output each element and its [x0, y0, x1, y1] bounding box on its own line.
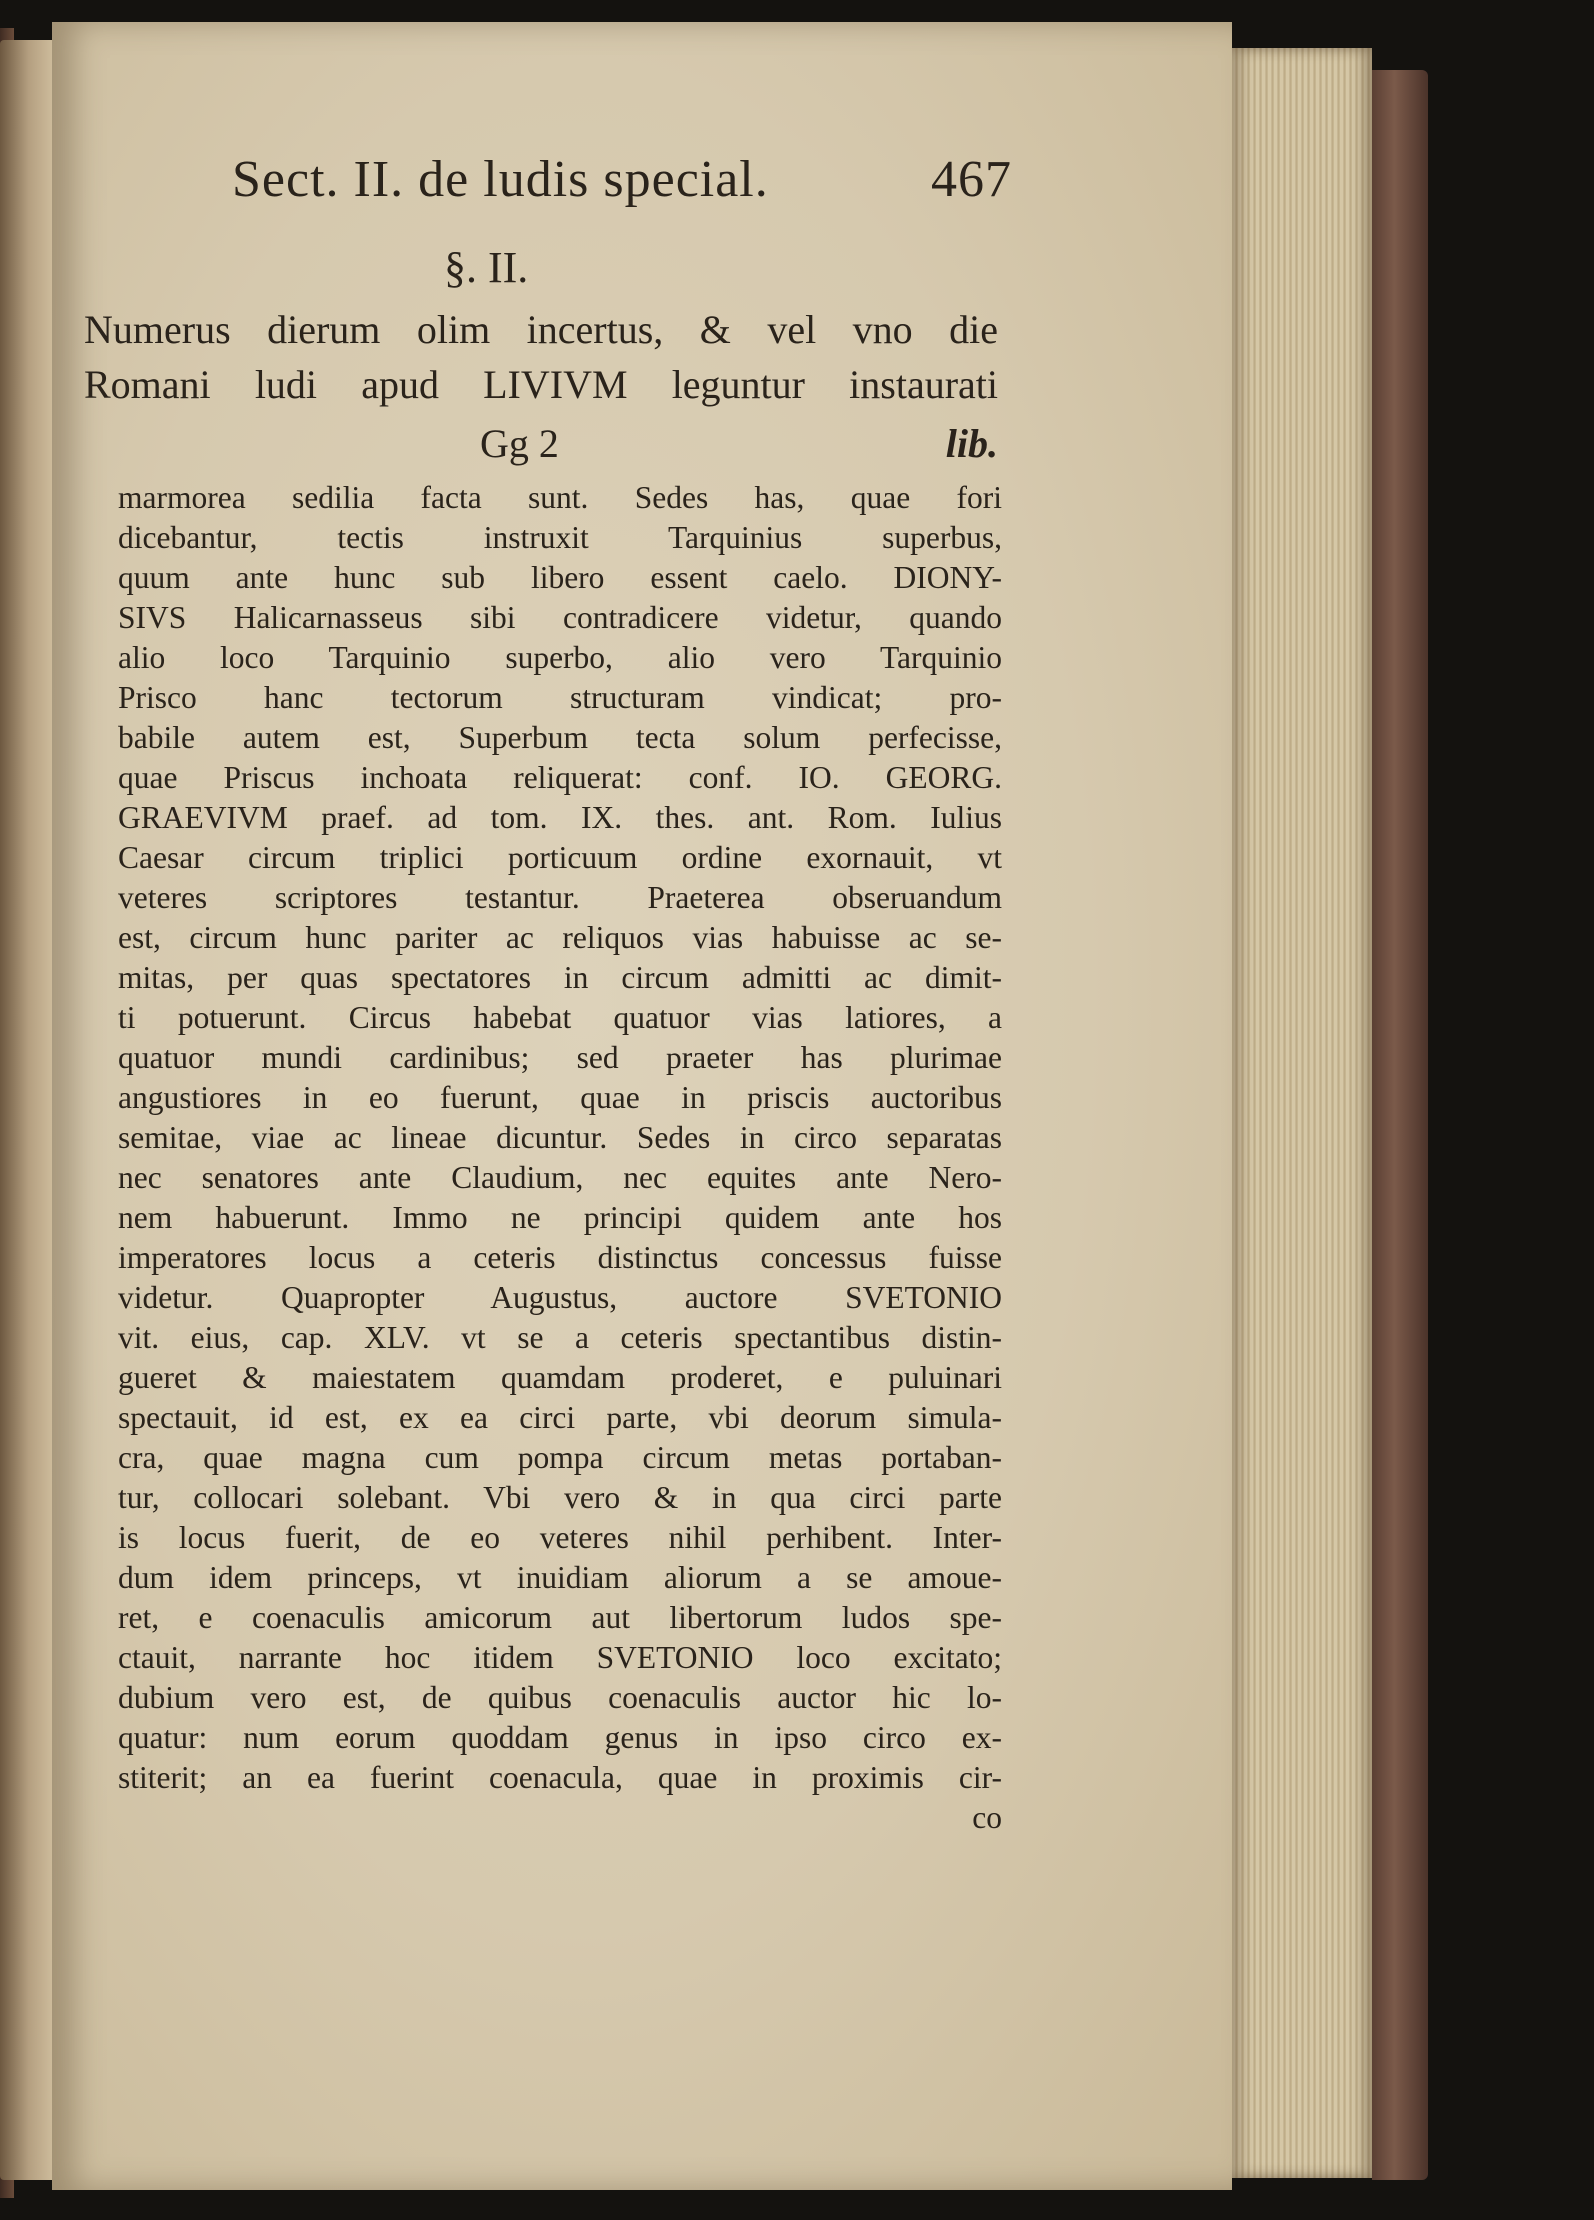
intro-paragraph: [84, 302, 998, 412]
signature-line: [84, 420, 998, 470]
body-line: quum ante hunc sub libero essent caelo. DIONY-: [118, 560, 1002, 595]
body-line: mitas, per quas spectatores in circum admitti ac dimit-: [118, 960, 1002, 995]
body-line: ctauit, narrante hoc itidem SVETONIO loco excitato;: [118, 1640, 1002, 1675]
body-line: nem habuerunt. Immo ne principi quidem ante hos: [118, 1200, 1002, 1235]
body-line: vit. eius, cap. XLV. vt se a ceteris spectantibus distin-: [118, 1320, 1002, 1355]
body-line: is locus fuerit, de eo veteres nihil perhibent. Inter-: [118, 1520, 1002, 1555]
body-line: semitae, viae ac lineae dicuntur. Sedes in circo separatas: [118, 1120, 1002, 1155]
back-cover-edge: [1372, 70, 1428, 2180]
body-line: dubium vero est, de quibus coenaculis auctor hic lo-: [118, 1680, 1002, 1715]
body-line: veteres scriptores testantur. Praeterea obseruandum: [118, 880, 1002, 915]
body-line: alio loco Tarquinio superbo, alio vero Tarquinio: [118, 640, 1002, 675]
page-stack-edge: [1232, 48, 1372, 2178]
facing-page-edge: [0, 40, 52, 2180]
body-line: dum idem princeps, vt inuidiam aliorum a se amoue-: [118, 1560, 1002, 1595]
catchword-top: lib.: [945, 421, 998, 466]
body-line: nec senatores ante Claudium, nec equites ante Nero-: [118, 1160, 1002, 1195]
footer-catchword: co: [972, 1800, 1002, 1835]
body-line: ret, e coenaculis amicorum aut libertorum ludos spe-: [118, 1600, 1002, 1635]
body-line: quatur: num eorum quoddam genus in ipso circo ex-: [118, 1720, 1002, 1755]
body-line: imperatores locus a ceteris distinctus concessus fuisse: [118, 1240, 1002, 1275]
body-line: Prisco hanc tectorum structuram vindicat; pro-: [118, 680, 1002, 715]
body-line: babile autem est, Superbum tecta solum perfecisse,: [118, 720, 1002, 755]
running-title: Sect. II. de ludis special.: [232, 151, 769, 208]
body-line: ti potuerunt. Circus habebat quatuor vias latiores, a: [118, 1000, 1002, 1035]
body-line: quatuor mundi cardinibus; sed praeter has plurimae: [118, 1040, 1002, 1075]
intro-line: Numerus dierum olim incertus, & vel vno die: [84, 307, 998, 352]
body-line: GRAEVIVM praef. ad tom. IX. thes. ant. Rom. Iulius: [118, 800, 1002, 835]
body-line: est, circum hunc pariter ac reliquos vias habuisse ac se-: [118, 920, 1002, 955]
running-header: [232, 150, 1012, 220]
body-line: spectauit, id est, ex ea circi parte, vbi deorum simula-: [118, 1400, 1002, 1435]
body-line: marmorea sedilia facta sunt. Sedes has, quae fori: [118, 480, 1002, 515]
body-line: gueret & maiestatem quamdam proderet, e puluinari: [118, 1360, 1002, 1395]
body-line: stiterit; an ea fuerint coenacula, quae in proximis cir-: [118, 1760, 1002, 1795]
body-line: tur, collocari solebant. Vbi vero & in qua circi parte: [118, 1480, 1002, 1515]
body-line: SIVS Halicarnasseus sibi contradicere videtur, quando: [118, 600, 1002, 635]
body-line: quae Priscus inchoata reliquerat: conf. IO. GEORG.: [118, 760, 1002, 795]
footnote-body: [118, 478, 1002, 1838]
body-line: angustiores in eo fuerunt, quae in priscis auctoribus: [118, 1080, 1002, 1115]
signature-mark: Gg 2: [480, 421, 559, 466]
body-line: Caesar circum triplici porticuum ordine exornauit, vt: [118, 840, 1002, 875]
body-line: videtur. Quapropter Augustus, auctore SVETONIO: [118, 1280, 1002, 1315]
page-number: 467: [931, 151, 1012, 208]
body-line: cra, quae magna cum pompa circum metas portaban-: [118, 1440, 1002, 1475]
body-line: dicebantur, tectis instruxit Tarquinius superbus,: [118, 520, 1002, 555]
section-heading: §. II.: [444, 243, 529, 292]
intro-line: Romani ludi apud LIVIVM leguntur instaurati: [84, 362, 998, 407]
